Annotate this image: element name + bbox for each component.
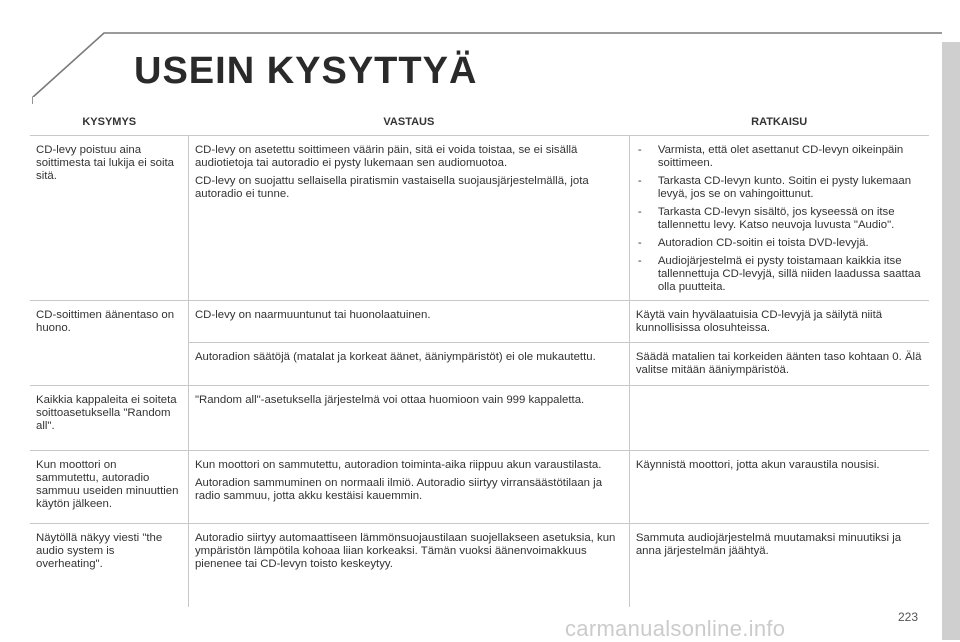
page-title: USEIN KYSYTTYÄ [134,50,478,92]
table-row [30,386,929,451]
answer-paragraph: CD-levy on suojattu sellaisella piratismin vastaisella suojausjärjestelmällä, jota autoradio ei tunne. [194,175,589,200]
table-row [30,301,929,343]
solution-list [636,144,923,294]
solution-cell [629,386,929,451]
side-tab [942,42,960,640]
answer-cell [188,136,629,301]
solution-cell: Säädä matalien tai korkeiden äänten taso kohtaan 0. Älä valitse mitään ääniympäristöä. [629,343,929,386]
column-header-answer: VASTAUS [188,109,629,136]
table-row [30,524,929,608]
solution-list-item: - Autoradion CD-soitin ei toista DVD-levyjä. [636,237,923,250]
question-cell: CD-levy poistuu aina soittimesta tai lukija ei soita sitä. [30,136,188,301]
table-row [30,136,929,301]
solution-list-item: - Varmista, että olet asettanut CD-levyn oikeinpäin soittimeen. [636,144,923,170]
answer-cell: "Random all"-asetuksella järjestelmä voi ottaa huomioon vain 999 kappaletta. [188,386,629,451]
column-header-question: KYSYMYS [30,109,188,136]
solution-list-item: - Audiojärjestelmä ei pysty toistamaan kaikkia itse tallennettuja CD-levyjä, sillä niiden laadussa saattaa olla puutteita. [636,255,923,294]
answer-paragraph: CD-levy on asetettu soittimeen väärin päin, sitä ei voida toistaa, se ei sisällä audiotietoja tai autoradio ei pysty lukemaan sen audiomuotoa. [194,144,578,169]
page-number: 223 [898,610,919,624]
watermark: carmanualsonline.info [565,616,786,641]
solution-cell: Käytä vain hyvälaatuisia CD-levyjä ja säilytä niitä kunnollisissa olosuhteissa. [629,301,929,343]
answer-cell [188,451,629,524]
question-cell: Näytöllä näkyy viesti "the audio system is overheating". [30,524,188,608]
answer-paragraph: Autoradion sammuminen on normaali ilmiö. Autoradio siirtyy virransäästötilaan ja radio sammuu, jotta akku kestäisi kauemmin. [194,477,603,502]
solution-cell: Käynnistä moottori, jotta akun varaustila nousisi. [629,451,929,524]
solution-cell [629,136,929,301]
solution-list-item: - Tarkasta CD-levyn kunto. Soitin ei pysty lukemaan levyä, jos se on vahingoittunut. [636,175,923,201]
answer-paragraph: Kun moottori on sammutettu, autoradion toiminta-aika riippuu akun varaustilasta. [194,459,602,471]
solution-list-item: - Tarkasta CD-levyn sisältö, jos kyseessä on itse tallennettu levy. Katso neuvoja luvusta "Audio". [636,206,923,232]
solution-cell: Sammuta audiojärjestelmä muutamaksi minuutiksi ja anna järjestelmän jäähtyä. [629,524,929,608]
question-cell: CD-soittimen äänentaso on huono. [30,301,188,386]
column-header-solution: RATKAISU [629,109,929,136]
faq-table [30,109,929,607]
table-header-row [30,109,929,136]
answer-cell: Autoradion säätöjä (matalat ja korkeat äänet, ääniympäristöt) ei ole mukautettu. [188,343,629,386]
question-cell: Kun moottori on sammutettu, autoradio sammuu useiden minuuttien käytön jälkeen. [30,451,188,524]
question-cell: Kaikkia kappaleita ei soiteta soittoasetuksella "Random all". [30,386,188,451]
answer-cell: CD-levy on naarmuuntunut tai huonolaatuinen. [188,301,629,343]
table-row [30,451,929,524]
answer-cell: Autoradio siirtyy automaattiseen lämmönsuojaustilaan suojellakseen asetuksia, kun ympäristön lämpötila kohoaa liian korkeaksi. Tämän vuoksi äänenvoimakkuus pienenee tai CD-levyn toisto keskeytyy. [188,524,629,608]
